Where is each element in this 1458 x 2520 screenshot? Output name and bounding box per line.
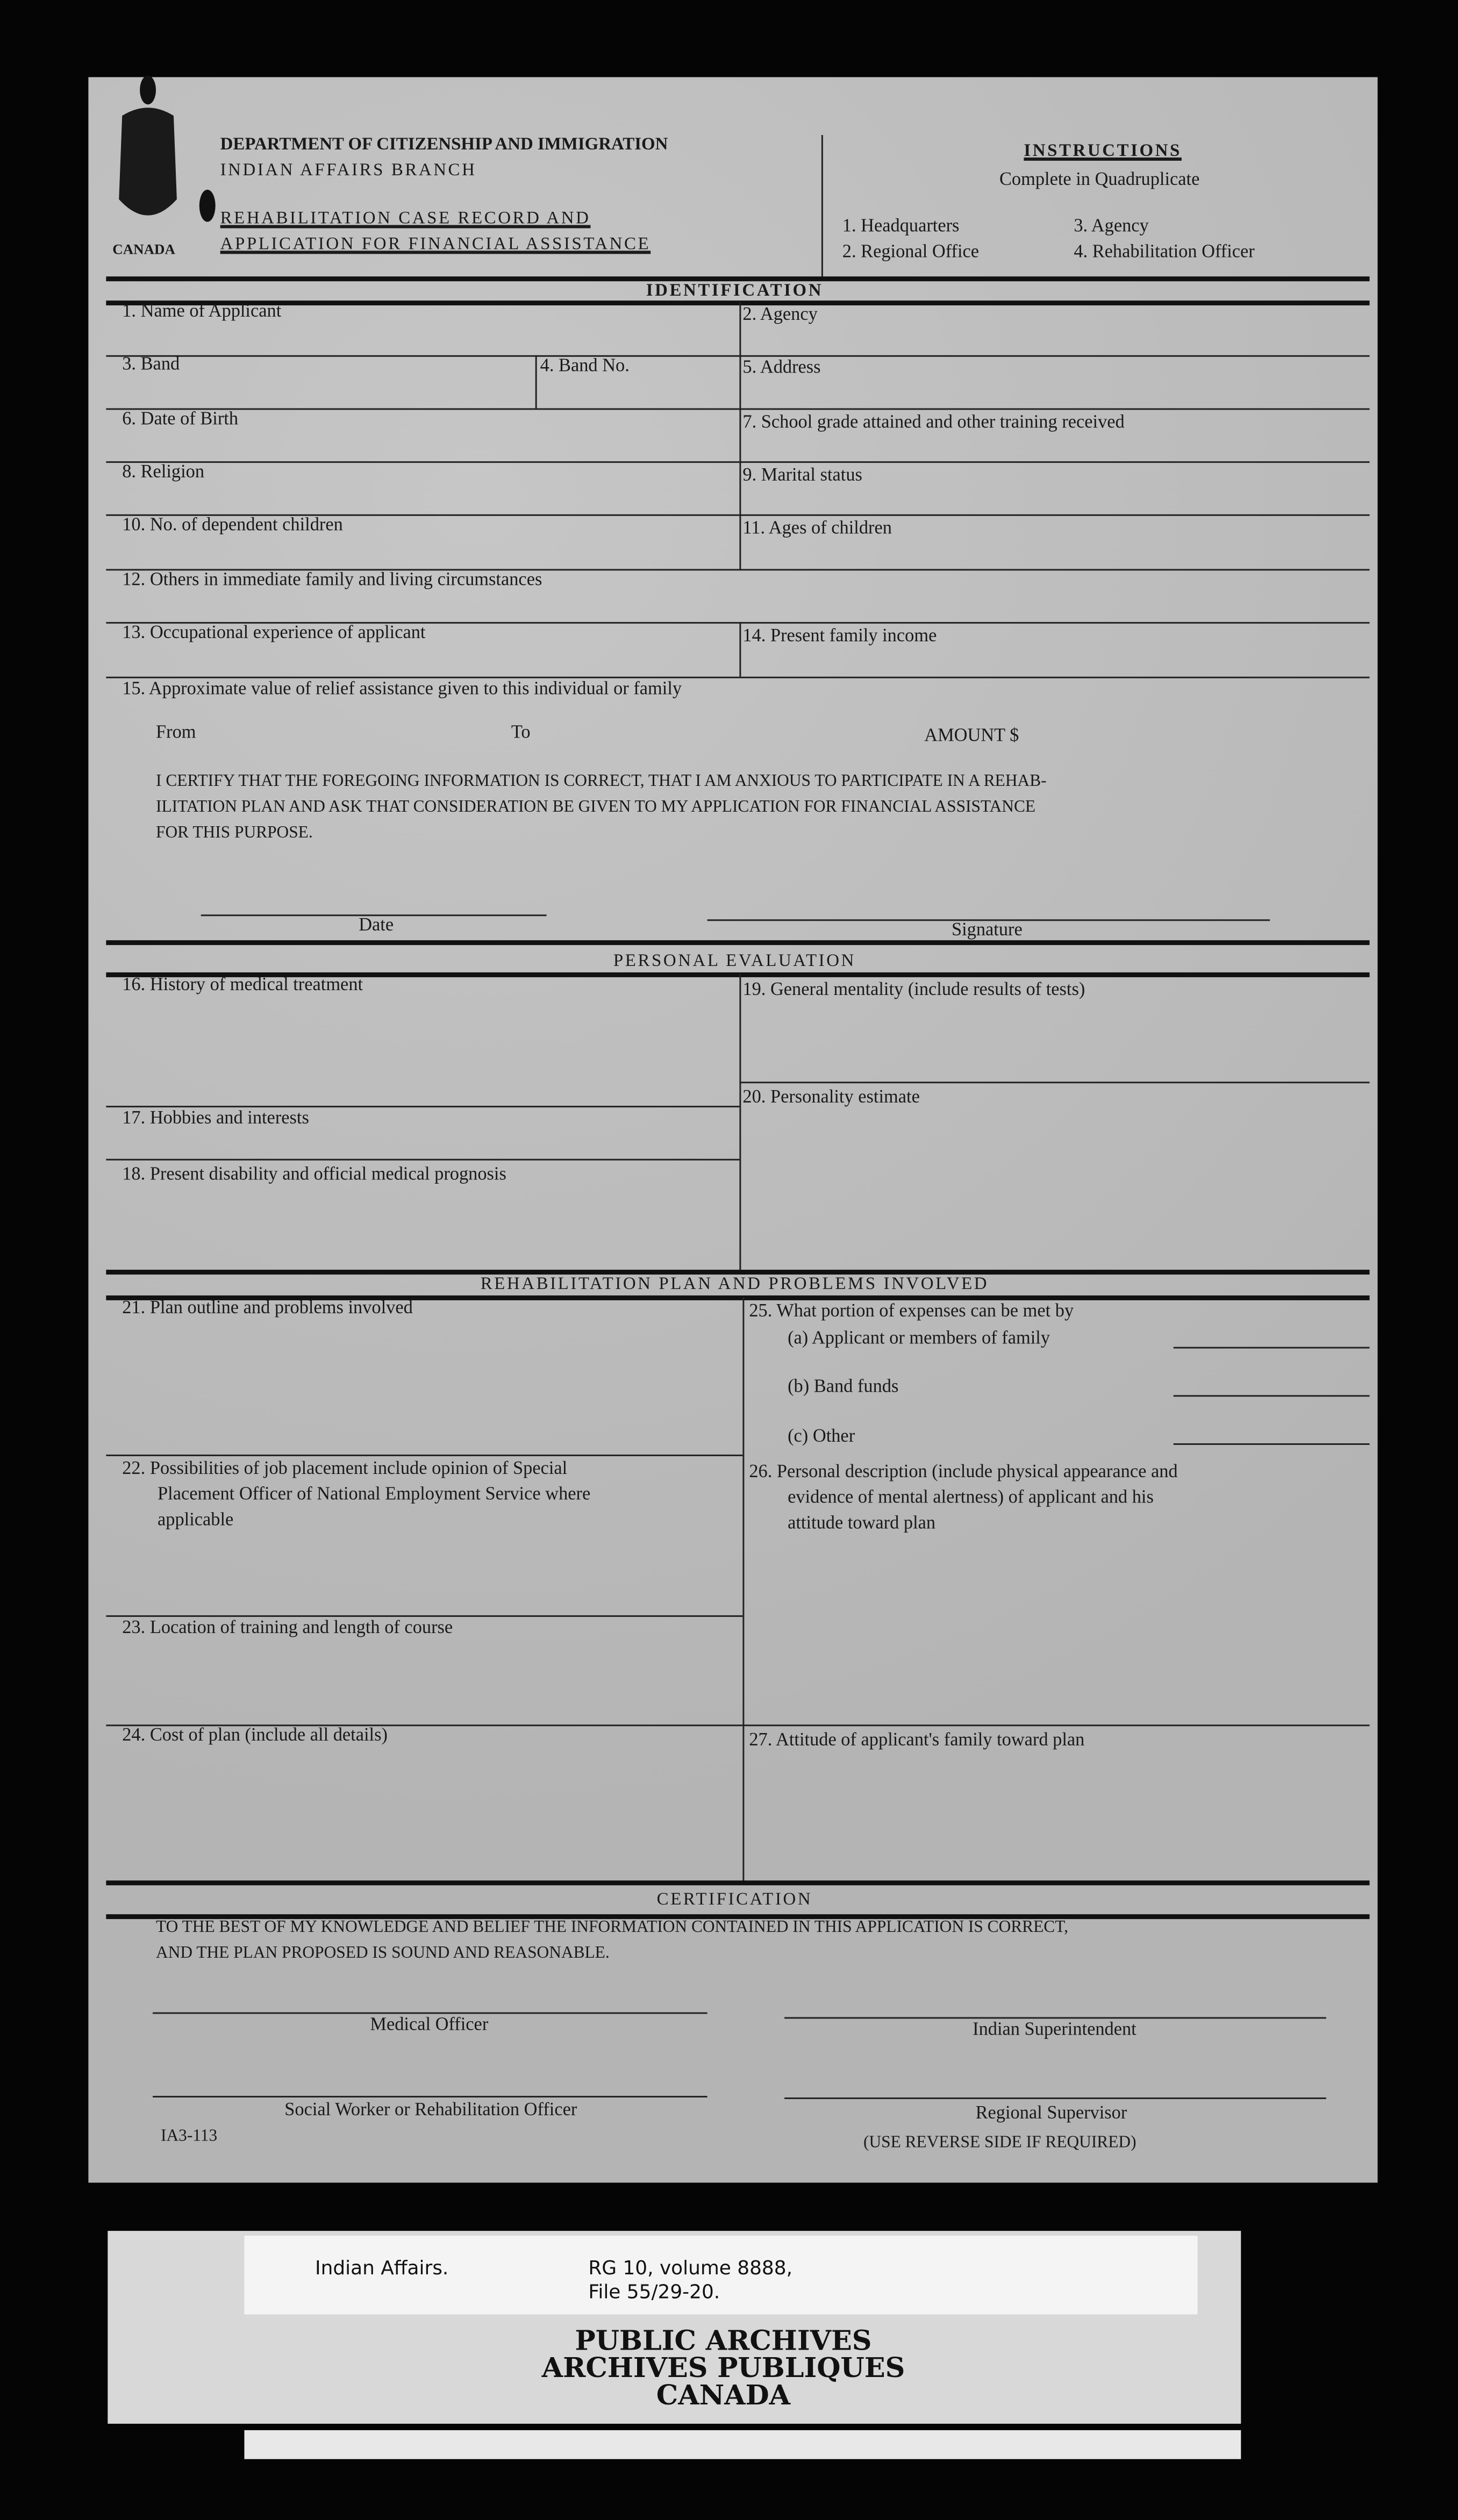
department-name: DEPARTMENT OF CITIZENSHIP AND IMMIGRATION <box>220 135 668 155</box>
distribution-item: 2. Regional Office <box>842 242 980 262</box>
form-number: IA3-113 <box>161 2128 218 2146</box>
form-title-line1: REHABILITATION CASE RECORD AND <box>220 209 591 228</box>
field-others-in-family[interactable]: 12. Others in immediate family and living circumstances <box>122 570 542 590</box>
personal-evaluation-heading: PERSONAL EVALUATION <box>613 951 856 971</box>
signature-label: Signature <box>951 921 1023 941</box>
field-dependent-children[interactable]: 10. No. of dependent children <box>122 516 343 535</box>
certification-text: AND THE PLAN PROPOSED IS SOUND AND REASONABLE. <box>156 1944 610 1963</box>
field-training-location[interactable]: 23. Location of training and length of course <box>122 1618 453 1638</box>
reverse-side-note: (USE REVERSE SIDE IF REQUIRED) <box>863 2134 1137 2152</box>
field-agency[interactable]: 2. Agency <box>742 305 818 325</box>
field-marital-status[interactable]: 9. Marital status <box>742 466 862 485</box>
superintendent-label: Indian Superintendent <box>973 2020 1137 2040</box>
field-cost-of-plan[interactable]: 24. Cost of plan (include all details) <box>122 1726 388 1746</box>
certification-heading: CERTIFICATION <box>656 1890 813 1910</box>
amount-label[interactable]: AMOUNT $ <box>924 726 1019 746</box>
instructions-heading: INSTRUCTIONS <box>1024 141 1182 161</box>
field-family-income[interactable]: 14. Present family income <box>742 627 937 646</box>
field-expenses-applicant[interactable]: (a) Applicant or members of family <box>788 1329 1050 1349</box>
plan-heading: REHABILITATION PLAN AND PROBLEMS INVOLVED <box>480 1275 989 1294</box>
field-hobbies[interactable]: 17. Hobbies and interests <box>122 1109 309 1128</box>
field-personal-description: evidence of mental alertness) of applicant and his <box>788 1488 1154 1508</box>
distribution-item: 3. Agency <box>1074 217 1149 237</box>
field-expenses-band[interactable]: (b) Band funds <box>788 1377 899 1397</box>
country-label: CANADA <box>112 241 175 257</box>
field-family-attitude[interactable]: 27. Attitude of applicant's family toward plan <box>749 1731 1085 1751</box>
field-band-no[interactable]: 4. Band No. <box>540 356 630 376</box>
certify-text: ILITATION PLAN AND ASK THAT CONSIDERATION BE GIVEN TO MY APPLICATION FOR FINANCIAL ASSISTANCE <box>156 799 1036 817</box>
regional-supervisor-label: Regional Supervisor <box>975 2103 1127 2123</box>
field-job-placement: Placement Officer of National Employment Service where <box>158 1485 591 1505</box>
field-relief-assistance: 15. Approximate value of relief assistance given to this individual or family <box>122 679 682 699</box>
stamp-line: PUBLIC ARCHIVES <box>575 2325 872 2358</box>
field-occupational-experience[interactable]: 13. Occupational experience of applicant <box>122 624 426 643</box>
field-job-placement: applicable <box>158 1510 234 1530</box>
stamp-line: CANADA <box>656 2380 791 2412</box>
superintendent-signature-line[interactable] <box>784 2017 1326 2019</box>
identification-heading: IDENTIFICATION <box>646 281 824 301</box>
certification-text: TO THE BEST OF MY KNOWLEDGE AND BELIEF THE INFORMATION CONTAINED IN THIS APPLICATION IS CORRECT, <box>156 1919 1068 1937</box>
archive-file: File 55/29-20. <box>588 2280 720 2303</box>
archive-source: Indian Affairs. <box>315 2256 449 2279</box>
distribution-item: 4. Rehabilitation Officer <box>1074 242 1255 262</box>
field-school-grade[interactable]: 7. School grade attained and other training received <box>742 413 1125 433</box>
bottom-strip <box>244 2430 1241 2459</box>
field-personal-description: attitude toward plan <box>788 1514 936 1534</box>
form-paper <box>88 77 1377 2183</box>
punch-hole <box>199 190 216 222</box>
field-expenses-other[interactable]: (c) Other <box>788 1427 855 1447</box>
field-disability-prognosis[interactable]: 18. Present disability and official medical prognosis <box>122 1165 506 1185</box>
certify-text: I CERTIFY THAT THE FOREGOING INFORMATION IS CORRECT, THAT I AM ANXIOUS TO PARTICIPATE IN A REHAB- <box>156 773 1047 791</box>
branch-name: INDIAN AFFAIRS BRANCH <box>220 161 477 180</box>
field-address[interactable]: 5. Address <box>742 358 821 378</box>
form-title-line2: APPLICATION FOR FINANCIAL ASSISTANCE <box>220 234 651 254</box>
social-worker-label: Social Worker or Rehabilitation Officer <box>284 2100 577 2120</box>
field-general-mentality[interactable]: 19. General mentality (include results of tests) <box>742 980 1085 1000</box>
medical-officer-signature-line[interactable] <box>153 2012 707 2014</box>
distribution-item: 1. Headquarters <box>842 217 960 237</box>
to-label[interactable]: To <box>511 723 531 743</box>
field-date-of-birth[interactable]: 6. Date of Birth <box>122 410 239 429</box>
medical-officer-label: Medical Officer <box>370 2015 489 2035</box>
field-medical-history[interactable]: 16. History of medical treatment <box>122 975 363 995</box>
from-label[interactable]: From <box>156 723 196 743</box>
field-expenses-portion: 25. What portion of expenses can be met by <box>749 1301 1074 1321</box>
date-label: Date <box>359 916 394 936</box>
stamp-line: ARCHIVES PUBLIQUES <box>541 2353 905 2386</box>
instructions-subtitle: Complete in Quadruplicate <box>999 170 1200 190</box>
certify-text: FOR THIS PURPOSE. <box>156 824 313 842</box>
field-personal-description[interactable]: 26. Personal description (include physical appearance and <box>749 1462 1178 1482</box>
field-religion[interactable]: 8. Religion <box>122 463 205 482</box>
field-name-of-applicant[interactable]: 1. Name of Applicant <box>122 302 282 321</box>
archive-reference: RG 10, volume 8888, <box>588 2256 793 2279</box>
field-personality-estimate[interactable]: 20. Personality estimate <box>742 1088 920 1108</box>
field-plan-outline[interactable]: 21. Plan outline and problems involved <box>122 1298 413 1318</box>
coat-of-arms-icon <box>112 71 185 232</box>
field-ages-of-children[interactable]: 11. Ages of children <box>742 519 892 539</box>
social-worker-signature-line[interactable] <box>153 2096 707 2098</box>
regional-supervisor-signature-line[interactable] <box>784 2097 1326 2100</box>
field-job-placement[interactable]: 22. Possibilities of job placement include opinion of Special <box>122 1459 568 1479</box>
field-band[interactable]: 3. Band <box>122 355 180 375</box>
archives-stamp <box>418 2325 1028 2412</box>
